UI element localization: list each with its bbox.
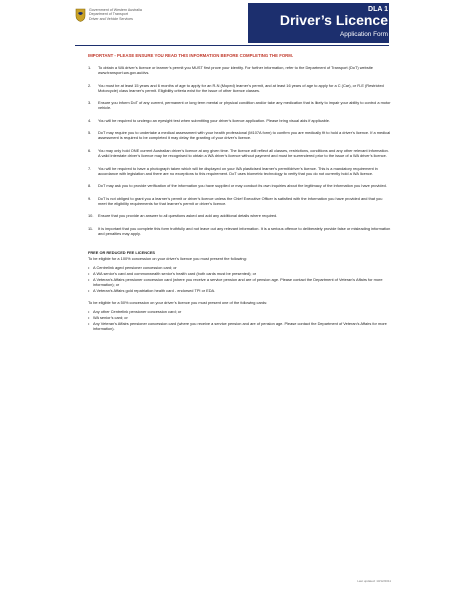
list-item bbox=[88, 100, 391, 110]
list-item: • A Veteran’s Affairs pensioner concession card (where you receive a service pension and are of pension age. Please contact the Department of Veteran’s Affairs for more information); or bbox=[88, 277, 391, 287]
form-code: DLA 1 bbox=[368, 6, 388, 13]
list-item bbox=[88, 148, 391, 158]
item-text: You must be at least 15 years and 6 months of age to apply for an R-N (Moped) learner’s permit, and at least 16 years of age to apply for a C (Car), or R-E (Restricted Motorcycle) class learner’s permit. Eligibility criteria exist for the issue of other licence classes. bbox=[98, 82, 384, 93]
item-number: 9. bbox=[88, 195, 92, 201]
list-item bbox=[88, 130, 391, 140]
item-number: 4. bbox=[88, 117, 92, 123]
agency-name bbox=[89, 8, 142, 21]
item-text: DoT may ask you to provide verification of the information you have supplied or may conduct its own inquiries about the legitimacy of the information you have provided. bbox=[98, 183, 387, 189]
list-item bbox=[88, 65, 391, 75]
reduced-licence-intro: To be eligible for a 50% concession on your driver’s licence you must present one of the following cards: bbox=[88, 299, 268, 305]
item-text: You may only hold ONE current Australian driver’s licence at any given time. The licence will reflect all classes, restrictions, conditions and any other relevant information. A valid interstate driver’s licence may be recognised to obtain a WA driver’s licence without payment and must be surrendered prior to the issue of a WA driver’s licence. bbox=[98, 147, 389, 158]
list-item bbox=[88, 226, 391, 236]
list-item bbox=[88, 183, 391, 188]
item-number: 11. bbox=[88, 225, 94, 231]
list-item: • Any Veteran’s Affairs pensioner concession card (where you receive a service pension and are of pension age. Please contact the Department of Veteran’s Affairs for more information). bbox=[88, 321, 391, 331]
item-text: To obtain a WA driver’s licence or learner’s permit you MUST first prove your identity. For further information, refer to the Department of Transport (DoT) website www.transport.wa.gov.au/dvs. bbox=[98, 65, 373, 75]
item-text: You will be required to have a photograph taken which will be displayed on your WA plasticised learner’s permit/driver’s licence. This is a mandatory requirement in accordance with legislation and there are no exceptions to this requirement. DoT uses biometric technology to verify that you do not currently hold a WA licence. bbox=[98, 165, 378, 176]
wa-government-crest-icon bbox=[75, 8, 86, 22]
list-item bbox=[88, 196, 391, 206]
item-number: 1. bbox=[88, 65, 92, 70]
form-subtitle: Application Form bbox=[340, 31, 388, 38]
fee-concession-section bbox=[88, 250, 391, 331]
item-number: 3. bbox=[88, 100, 92, 106]
footer-reference: Last updated: 13/12/2011 bbox=[357, 579, 391, 583]
free-licence-list bbox=[88, 265, 391, 293]
list-item bbox=[88, 213, 391, 218]
item-text: You will be required to undergo an eyesight test when submitting your driver’s licence application. Please bring visual aids if applicable. bbox=[98, 117, 330, 123]
instruction-list bbox=[88, 65, 391, 236]
list-item bbox=[88, 166, 391, 176]
list-item: • WA senior’s card; or bbox=[88, 315, 391, 320]
section-heading: FREE OR REDUCED FEE LICENCES bbox=[88, 249, 156, 255]
item-text: DoT is not obliged to grant you a learner’s permit or driver’s licence unless the Chief Executive Officer is satisfied with the information you have provided and that you meet the eligibility requirements for that learner’s permit or driver’s licence. bbox=[98, 195, 383, 206]
item-text: DoT may require you to undertake a medical assessment with your health professional (M107A form) to confirm you are medically fit to hold a driver’s licence. If a medical assessment is required to be completed it may delay the granting of your driver’s licence. bbox=[98, 130, 391, 141]
header-divider bbox=[75, 45, 389, 46]
important-notice: IMPORTANT - PLEASE ENSURE YOU READ THIS INFORMATION BEFORE COMPLETING THE FORM. bbox=[88, 53, 294, 58]
form-title: Driver’s Licence bbox=[279, 12, 388, 28]
reduced-licence-list bbox=[88, 309, 391, 331]
item-text: It is important that you complete this form truthfully and not leave out any relevant information. It is a serious offence to deliberately provide false or misleading information and penalties may apply. bbox=[98, 225, 391, 236]
free-licence-intro: To be eligible for a 100% concession on your driver’s licence you must present the following: bbox=[88, 255, 247, 261]
item-text: Ensure you inform DoT of any current, permanent or long term mental or physical condition and/or take any medication that is likely to impair your ability to control a motor vehicle. bbox=[98, 100, 391, 111]
item-number: 7. bbox=[88, 165, 92, 171]
agency-line-3: Driver and Vehicle Services bbox=[89, 16, 133, 21]
list-item: • A WA senior’s card and commonwealth senior’s health card (both cards must be presented); or bbox=[88, 271, 391, 276]
list-item: • Any other Centrelink pensioner concession card; or bbox=[88, 309, 391, 314]
item-text: Ensure that you provide an answer to all questions asked and add any additional details where required. bbox=[98, 213, 278, 219]
document-body bbox=[88, 53, 391, 338]
list-item bbox=[88, 83, 391, 93]
agency-line-2: Department of Transport bbox=[89, 12, 128, 17]
list-item bbox=[88, 118, 391, 123]
item-number: 6. bbox=[88, 147, 92, 153]
item-number: 8. bbox=[88, 183, 92, 189]
list-item: • A Veteran’s Affairs gold repatriation health card - endorsed TPI or EDA. bbox=[88, 288, 391, 293]
item-number: 2. bbox=[88, 82, 92, 88]
list-item: • A Centrelink aged pensioner concession card; or bbox=[88, 265, 391, 270]
agency-line-1: Government of Western Australia bbox=[89, 8, 142, 12]
item-number: 5. bbox=[88, 130, 92, 136]
item-number: 10. bbox=[88, 213, 94, 219]
